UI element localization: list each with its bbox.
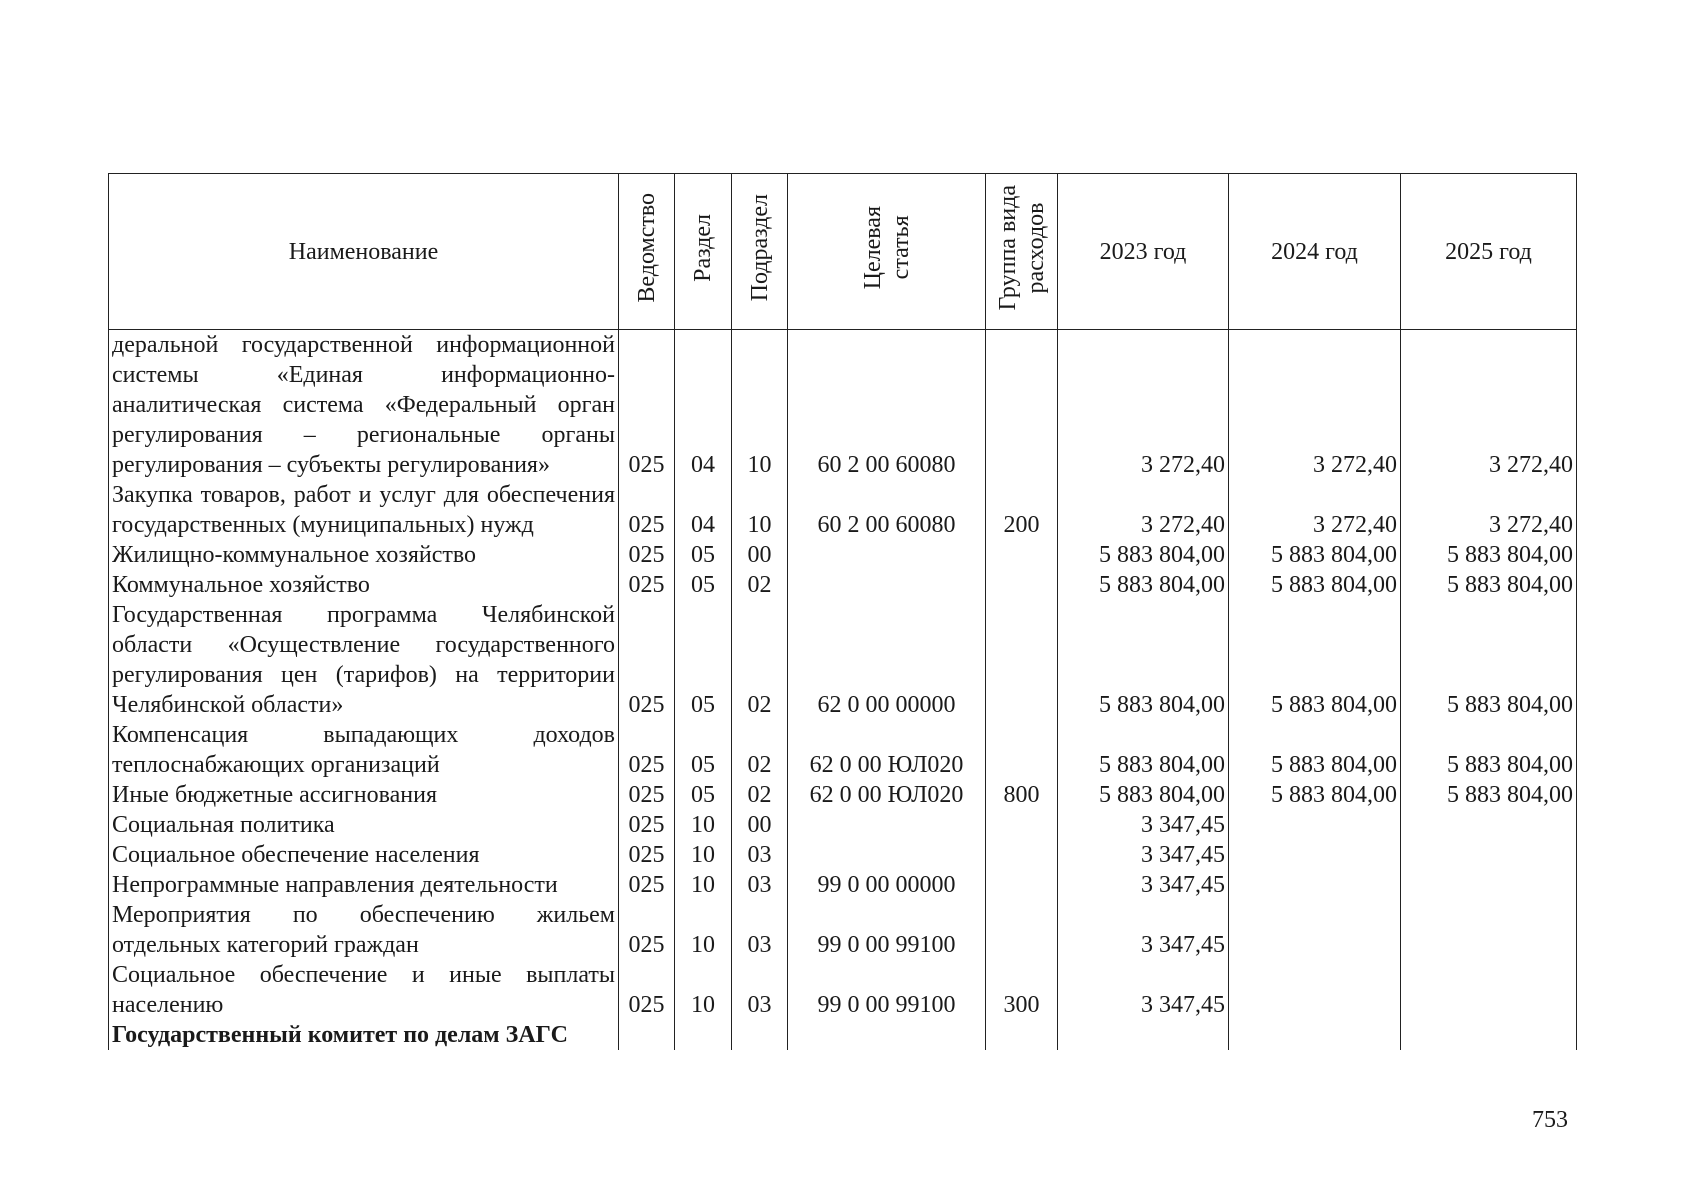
- cell-group: [986, 570, 1058, 600]
- header-2024-label: 2024 год: [1271, 238, 1358, 265]
- cell-y2025: [1401, 960, 1577, 1020]
- header-dept-label: Ведомство: [633, 192, 660, 303]
- header-row: [109, 174, 1577, 330]
- cell-y2023: 3 347,45: [1058, 870, 1229, 900]
- cell-y2024: [1229, 810, 1401, 840]
- table-row: [109, 330, 1577, 481]
- table-row: [109, 780, 1577, 810]
- cell-y2025: [1401, 900, 1577, 960]
- cell-group: [986, 810, 1058, 840]
- cell-y2024: 5 883 804,00: [1229, 780, 1401, 810]
- table-row: [109, 960, 1577, 1020]
- cell-target: [788, 810, 986, 840]
- cell-name: Коммунальное хозяйство: [109, 570, 619, 600]
- cell-target: [788, 840, 986, 870]
- header-name: [109, 174, 619, 330]
- cell-group: [986, 900, 1058, 960]
- table-row: [109, 600, 1577, 720]
- cell-dept: [619, 1020, 675, 1050]
- cell-subsection: 02: [732, 780, 788, 810]
- cell-dept: 025: [619, 840, 675, 870]
- cell-y2023: 3 347,45: [1058, 900, 1229, 960]
- cell-y2025: 5 883 804,00: [1401, 540, 1577, 570]
- header-group-line1: Группа вида: [994, 184, 1021, 311]
- cell-dept: 025: [619, 900, 675, 960]
- cell-section: 10: [675, 960, 732, 1020]
- cell-section: 10: [675, 870, 732, 900]
- cell-dept: 025: [619, 480, 675, 540]
- cell-y2024: 5 883 804,00: [1229, 540, 1401, 570]
- header-section-label: Раздел: [690, 213, 716, 282]
- cell-group: [986, 840, 1058, 870]
- cell-y2023: 5 883 804,00: [1058, 780, 1229, 810]
- cell-y2025: [1401, 870, 1577, 900]
- table-row: [109, 1020, 1577, 1050]
- header-2024: [1229, 174, 1401, 330]
- cell-y2024: 5 883 804,00: [1229, 720, 1401, 780]
- cell-dept: 025: [619, 570, 675, 600]
- cell-subsection: 00: [732, 810, 788, 840]
- cell-section: 05: [675, 720, 732, 780]
- header-target-label: [859, 206, 915, 289]
- cell-y2024: 3 272,40: [1229, 480, 1401, 540]
- cell-target: 62 0 00 ЮЛ020: [788, 780, 986, 810]
- header-subsection: [732, 174, 788, 330]
- cell-y2024: [1229, 1020, 1401, 1050]
- cell-y2023: 3 347,45: [1058, 960, 1229, 1020]
- table-row: [109, 480, 1577, 540]
- cell-y2025: 5 883 804,00: [1401, 720, 1577, 780]
- cell-dept: 025: [619, 810, 675, 840]
- table-row: [109, 720, 1577, 780]
- header-2025-label: 2025 год: [1445, 238, 1532, 265]
- cell-section: 05: [675, 540, 732, 570]
- cell-y2025: 5 883 804,00: [1401, 600, 1577, 720]
- cell-subsection: 00: [732, 540, 788, 570]
- header-2025: [1401, 174, 1577, 330]
- header-subsection-label: Подраздел: [746, 193, 773, 302]
- cell-section: 10: [675, 840, 732, 870]
- cell-subsection: [732, 1020, 788, 1050]
- cell-section: 04: [675, 330, 732, 481]
- cell-target: 99 0 00 99100: [788, 960, 986, 1020]
- cell-y2024: [1229, 870, 1401, 900]
- cell-y2024: [1229, 960, 1401, 1020]
- cell-target: [788, 570, 986, 600]
- header-group: [986, 174, 1058, 330]
- cell-group: 200: [986, 480, 1058, 540]
- cell-group: [986, 720, 1058, 780]
- cell-name: Непрограммные направления деятельности: [109, 870, 619, 900]
- cell-y2025: [1401, 1020, 1577, 1050]
- table-row: [109, 900, 1577, 960]
- cell-y2024: 5 883 804,00: [1229, 600, 1401, 720]
- cell-subsection: 10: [732, 330, 788, 481]
- cell-y2023: 5 883 804,00: [1058, 600, 1229, 720]
- cell-dept: 025: [619, 600, 675, 720]
- cell-dept: 025: [619, 540, 675, 570]
- cell-group: [986, 870, 1058, 900]
- header-2023: [1058, 174, 1229, 330]
- cell-group: [986, 330, 1058, 481]
- cell-target: 62 0 00 00000: [788, 600, 986, 720]
- header-target-line2: статья: [887, 215, 914, 280]
- table-row: [109, 870, 1577, 900]
- cell-subsection: 02: [732, 600, 788, 720]
- table-row: [109, 570, 1577, 600]
- cell-y2023: 3 272,40: [1058, 480, 1229, 540]
- cell-y2023: 5 883 804,00: [1058, 540, 1229, 570]
- cell-group: [986, 600, 1058, 720]
- table-body: [109, 330, 1577, 1051]
- cell-y2025: 5 883 804,00: [1401, 570, 1577, 600]
- cell-subsection: 03: [732, 900, 788, 960]
- cell-y2023: 3 347,45: [1058, 840, 1229, 870]
- cell-section: 10: [675, 900, 732, 960]
- cell-y2025: 3 272,40: [1401, 330, 1577, 481]
- cell-y2024: [1229, 840, 1401, 870]
- cell-group: 300: [986, 960, 1058, 1020]
- header-dept: [619, 174, 675, 330]
- header-target-line1: Целевая: [859, 205, 886, 290]
- cell-section: 05: [675, 600, 732, 720]
- cell-dept: 025: [619, 330, 675, 481]
- header-2023-label: 2023 год: [1099, 238, 1187, 265]
- cell-y2025: 3 272,40: [1401, 480, 1577, 540]
- header-name-label: Наименование: [288, 238, 439, 265]
- cell-section: [675, 1020, 732, 1050]
- cell-subsection: 03: [732, 870, 788, 900]
- cell-y2023: 5 883 804,00: [1058, 570, 1229, 600]
- cell-group: [986, 1020, 1058, 1050]
- cell-group: [986, 540, 1058, 570]
- cell-target: 99 0 00 00000: [788, 870, 986, 900]
- cell-section: 05: [675, 570, 732, 600]
- cell-target: [788, 1020, 986, 1050]
- cell-dept: 025: [619, 720, 675, 780]
- cell-y2023: 5 883 804,00: [1058, 720, 1229, 780]
- cell-target: 60 2 00 60080: [788, 330, 986, 481]
- table-row: [109, 540, 1577, 570]
- cell-name: Компенсация выпадающих доходов теплоснабжающих организаций: [109, 720, 619, 780]
- cell-subsection: 02: [732, 570, 788, 600]
- cell-subsection: 10: [732, 480, 788, 540]
- cell-y2025: [1401, 810, 1577, 840]
- table-row: [109, 810, 1577, 840]
- cell-target: [788, 540, 986, 570]
- cell-subsection: 03: [732, 840, 788, 870]
- cell-target: 60 2 00 60080: [788, 480, 986, 540]
- cell-section: 05: [675, 780, 732, 810]
- cell-dept: 025: [619, 780, 675, 810]
- budget-table: [108, 173, 1577, 1050]
- cell-target: 99 0 00 99100: [788, 900, 986, 960]
- cell-subsection: 03: [732, 960, 788, 1020]
- cell-y2025: 5 883 804,00: [1401, 780, 1577, 810]
- table-row: [109, 840, 1577, 870]
- cell-name: Государственная программа Челябинской области «Осуществление государственного регулирования цен (тарифов) на территории Челябинской области»: [109, 600, 619, 720]
- cell-dept: 025: [619, 960, 675, 1020]
- header-group-label: [994, 185, 1050, 310]
- cell-y2024: 3 272,40: [1229, 330, 1401, 481]
- cell-y2025: [1401, 840, 1577, 870]
- cell-name: Социальная политика: [109, 810, 619, 840]
- cell-target: 62 0 00 ЮЛ020: [788, 720, 986, 780]
- cell-name: Мероприятия по обеспечению жильем отдельных категорий граждан: [109, 900, 619, 960]
- cell-name: Закупка товаров, работ и услуг для обеспечения государственных (муниципальных) нужд: [109, 480, 619, 540]
- cell-y2023: 3 347,45: [1058, 810, 1229, 840]
- cell-y2024: 5 883 804,00: [1229, 570, 1401, 600]
- cell-section: 10: [675, 810, 732, 840]
- header-target: [788, 174, 986, 330]
- cell-name: Государственный комитет по делам ЗАГС: [109, 1020, 619, 1050]
- cell-section: 04: [675, 480, 732, 540]
- cell-name: Жилищно-коммунальное хозяйство: [109, 540, 619, 570]
- cell-y2023: [1058, 1020, 1229, 1050]
- cell-name: Социальное обеспечение и иные выплаты населению: [109, 960, 619, 1020]
- cell-dept: 025: [619, 870, 675, 900]
- cell-group: 800: [986, 780, 1058, 810]
- cell-name: деральной государственной информационной системы «Единая информационно-аналитическая система «Федеральный орган регулирования – региональные органы регулирования – субъекты регулирования»: [109, 330, 619, 481]
- cell-name: Иные бюджетные ассигнования: [109, 780, 619, 810]
- header-section: [675, 174, 732, 330]
- page-number: 753: [1532, 1107, 1568, 1133]
- cell-name: Социальное обеспечение населения: [109, 840, 619, 870]
- cell-subsection: 02: [732, 720, 788, 780]
- header-group-line2: расходов: [1022, 202, 1049, 293]
- cell-y2024: [1229, 900, 1401, 960]
- cell-y2023: 3 272,40: [1058, 330, 1229, 481]
